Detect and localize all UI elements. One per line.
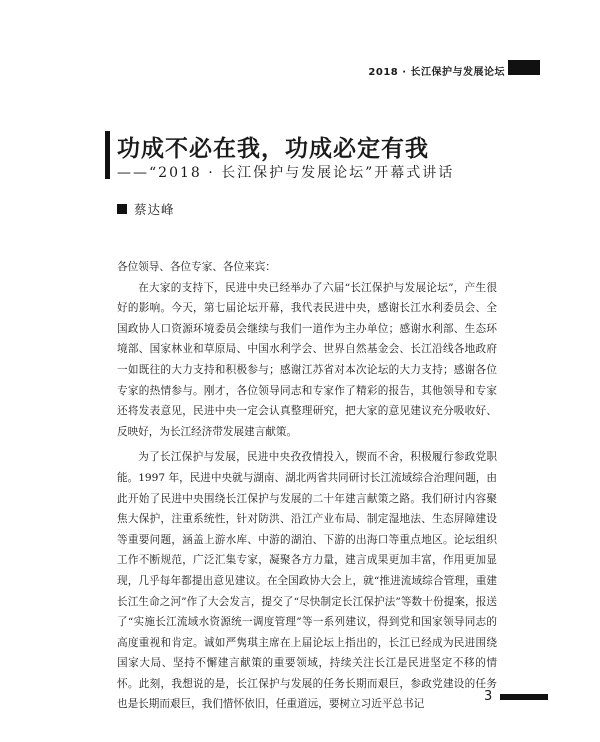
paragraph: 在大家的支持下，民进中央已经举办了六届“长江保护与发展论坛”，产生很好的影响。今天，第七届论坛开幕，我代表民进中央，感谢长江水利委员会、全国政协人口资源环境委员会继续与我们一道作为主办单位；感谢水利部、生态环境部、国家林业和草原局、中国水利学会、世界自然基金会、长江沿线各地政府一如既往的大力支持和积极参与；感谢江苏省对本次论坛的大力支持；感谢各位专家的热情参与。刚才，各位领导同志和专家作了精彩的报告，其他领导和专家还将发表意见，民进中央一定会认真整理研究，把大家的意见建议充分吸收好、反映好，为长江经济带发展建言献策。 xyxy=(117,281,497,438)
article-body xyxy=(117,257,497,715)
title-accent-bar xyxy=(105,131,110,179)
article-author: 蔡达峰 xyxy=(134,202,175,217)
footer-decoration-bar xyxy=(500,694,548,700)
article-subtitle: ——“2018 · 长江保护与发展论坛”开幕式讲话 xyxy=(117,165,455,181)
running-header: 2018 · 长江保护与发展论坛 xyxy=(368,67,505,78)
salutation: 各位领导、各位专家、各位来宾： xyxy=(117,261,276,273)
page-number: 3 xyxy=(484,689,493,704)
paragraph: 为了长江保护与发展，民进中央孜孜情投入，锲而不舍，积极履行参政党职能。1997 年，民进中央就与湖南、湖北两省共同研讨长江流域综合治理问题，由此开始了民进中央围绕长江保护与发展的二十年建言献策之路。我们研讨内容聚焦大保护，注重系统性，针对防洪、沿江产业布局、制定湿地法、生态屏障建设等重要问题，涵盖上游水库、中游的湖泊、下游的出海口等重点地区。论坛组织工作不断规范，广泛汇集专家，凝聚各方力量，建言成果更加丰富，作用更加显现，几乎每年都提出意见建议。在全国政协大会上，就“推进流域综合管理，重建长江生命之河”作了大会发言，提交了“尽快制定长江保护法”等数十份提案，报送了“实施长江流域水资源统一调度管理”等一系列建议，得到党和国家领导同志的高度重视和肯定。诚如严隽琪主席在上届论坛上指出的，长江已经成为民进围绕国家大局、坚持不懈建言献策的重要领域，持续关注长江是民进坚定不移的情怀。此刻，我想说的是，长江保护与发展的任务长期而艰巨，参政党建设的任务也是长期而艰巨，我们惜怀依旧，任重道远，要树立习近平总书记 xyxy=(117,451,497,711)
article-title: 功成不必在我，功成必定有我 xyxy=(117,136,429,162)
header-decoration-bar xyxy=(508,60,540,75)
author-marker-square xyxy=(117,204,127,214)
